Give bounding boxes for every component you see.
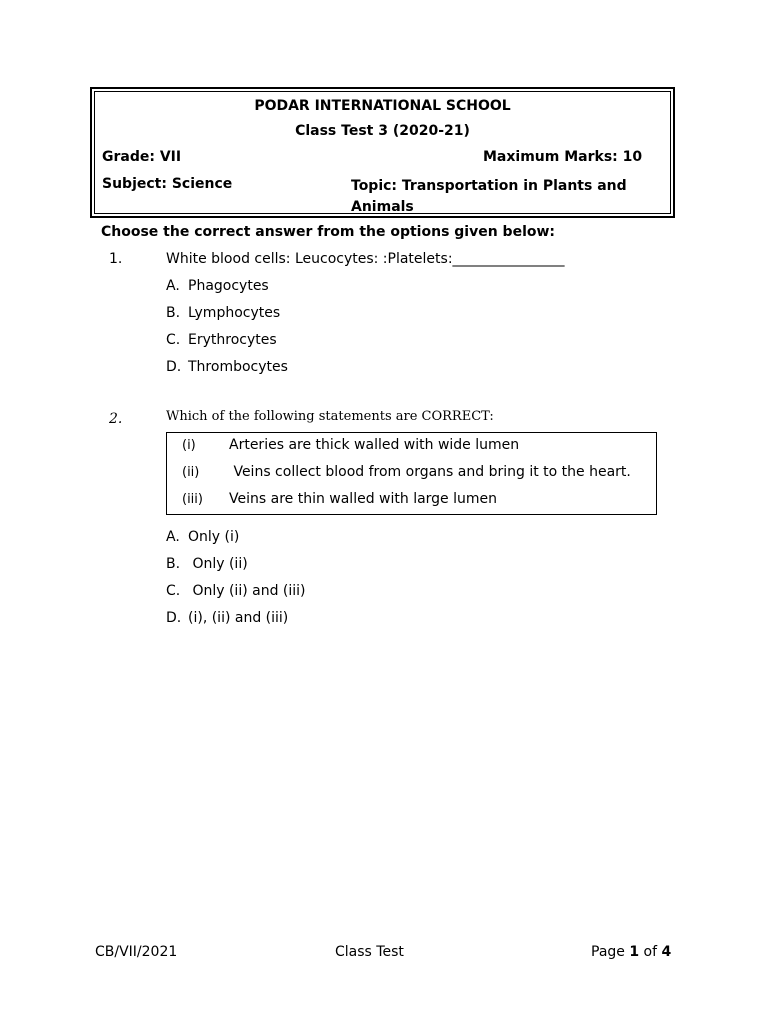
page-number [591, 944, 671, 960]
option-item [166, 305, 280, 321]
option-item [166, 529, 239, 545]
grade-label: Grade: VII [102, 149, 182, 165]
page-total: 4 [661, 944, 672, 960]
option-letter: B. [166, 305, 181, 321]
option-letter: A. [166, 278, 180, 294]
statement-row [182, 437, 519, 453]
instructions: Choose the correct answer from the options given below: [101, 224, 556, 240]
option-item [166, 332, 277, 348]
question-text: Which of the following statements are CORRECT: [166, 409, 494, 424]
option-text: Lymphocytes [188, 305, 281, 321]
test-title: Class Test 3 (2020-21) [295, 123, 470, 139]
option-item [166, 583, 306, 599]
header-box [90, 87, 675, 218]
option-item [166, 610, 288, 626]
topic-label: Topic: Transportation in Plants and Animals [351, 178, 627, 215]
statements-box [166, 432, 657, 515]
page-prefix: Page [591, 944, 630, 960]
option-letter: D. [166, 610, 182, 626]
statement-numeral: (ii) [182, 465, 200, 480]
statement-text: Arteries are thick walled with wide lumen [229, 437, 520, 453]
option-text: Thrombocytes [188, 359, 288, 375]
option-letter: C. [166, 332, 181, 348]
option-letter: C. [166, 583, 181, 599]
question-text: White blood cells: Leucocytes: :Platelets:________________ [166, 251, 565, 267]
option-text: Only (ii) and (iii) [188, 583, 306, 599]
footer-label: Class Test [335, 944, 404, 960]
page-current: 1 [629, 944, 640, 960]
statement-numeral: (iii) [182, 492, 203, 507]
option-letter: D. [166, 359, 182, 375]
option-item [166, 359, 288, 375]
subject-label: Subject: Science [102, 176, 233, 192]
statement-row [182, 491, 497, 507]
option-text: Only (i) [188, 529, 240, 545]
school-name: PODAR INTERNATIONAL SCHOOL [254, 98, 511, 114]
statement-text: Veins collect blood from organs and bring it to the heart. [229, 464, 631, 480]
max-marks-label: Maximum Marks: 10 [483, 149, 643, 165]
option-text: Erythrocytes [188, 332, 277, 348]
option-letter: B. [166, 556, 181, 572]
page-of: of [639, 944, 662, 960]
option-item [166, 278, 269, 294]
statement-text: Veins are thin walled with large lumen [229, 491, 498, 507]
option-text: (i), (ii) and (iii) [188, 610, 289, 626]
option-letter: A. [166, 529, 180, 545]
statement-row [182, 464, 631, 480]
footer-code: CB/VII/2021 [95, 944, 178, 960]
option-text: Only (ii) [188, 556, 248, 572]
question-number: 2. [109, 411, 123, 427]
option-text: Phagocytes [188, 278, 269, 294]
header-box-inner [94, 91, 671, 214]
option-item [166, 556, 248, 572]
statement-numeral: (i) [182, 438, 196, 453]
question-number: 1. [109, 251, 123, 267]
